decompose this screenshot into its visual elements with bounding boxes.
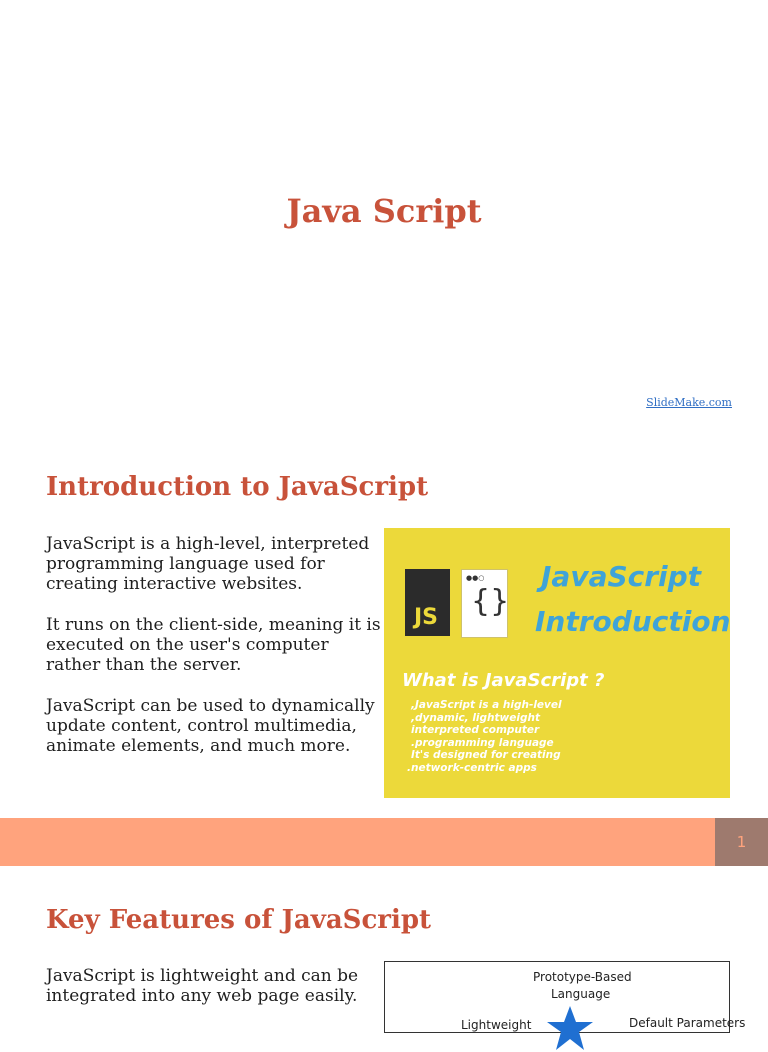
star-icon	[547, 1006, 593, 1052]
intro-heading: Introduction to JavaScript	[46, 472, 429, 502]
footer-band	[0, 818, 715, 866]
js-logo-text: JS	[414, 605, 439, 630]
slidemake-credit-link[interactable]: SlideMake.com	[646, 396, 732, 409]
diagram-label-right: Default Parameters	[629, 1016, 746, 1030]
image-line: interpreted computer	[411, 724, 540, 737]
intro-paragraph-1: JavaScript is a high-level, interpreted programming language used for creating interactive websites.	[46, 534, 370, 594]
image-line: .network-centric apps	[407, 761, 537, 774]
js-logo-icon	[405, 569, 450, 636]
code-window-icon	[461, 569, 508, 638]
diagram-label-top-2: Language	[551, 987, 611, 1001]
image-line: ,JavaScript is a high-level	[411, 699, 562, 711]
javascript-introduction-image	[384, 528, 730, 798]
features-heading: Key Features of JavaScript	[46, 905, 432, 935]
image-title-line-2: Introduction	[535, 605, 731, 638]
slide-title: Java Script	[286, 192, 482, 230]
image-description	[407, 699, 562, 775]
image-title-line-1: JavaScript	[541, 560, 702, 593]
image-line: It's designed for creating	[411, 749, 561, 762]
image-line: ,dynamic, lightweight	[411, 711, 540, 724]
image-line: .programming language	[411, 736, 554, 749]
page-number: 1	[715, 818, 768, 866]
intro-paragraph-3: JavaScript can be used to dynamically update content, control multimedia, animate elements, and much more.	[46, 696, 375, 756]
diagram-label-left: Lightweight	[461, 1018, 532, 1032]
intro-paragraph-2: It runs on the client-side, meaning it is executed on the user's computer rather than the server.	[46, 615, 381, 675]
features-diagram	[384, 961, 746, 1033]
intro-body	[46, 534, 382, 777]
braces-glyph: {}	[471, 584, 510, 619]
image-question: What is JavaScript ?	[402, 670, 605, 691]
window-dots: ●●○	[466, 574, 485, 582]
features-paragraph-1: JavaScript is lightweight and can be integrated into any web page easily.	[46, 966, 359, 1006]
diagram-label-top-1: Prototype-Based	[533, 970, 632, 984]
features-body	[46, 966, 382, 1027]
